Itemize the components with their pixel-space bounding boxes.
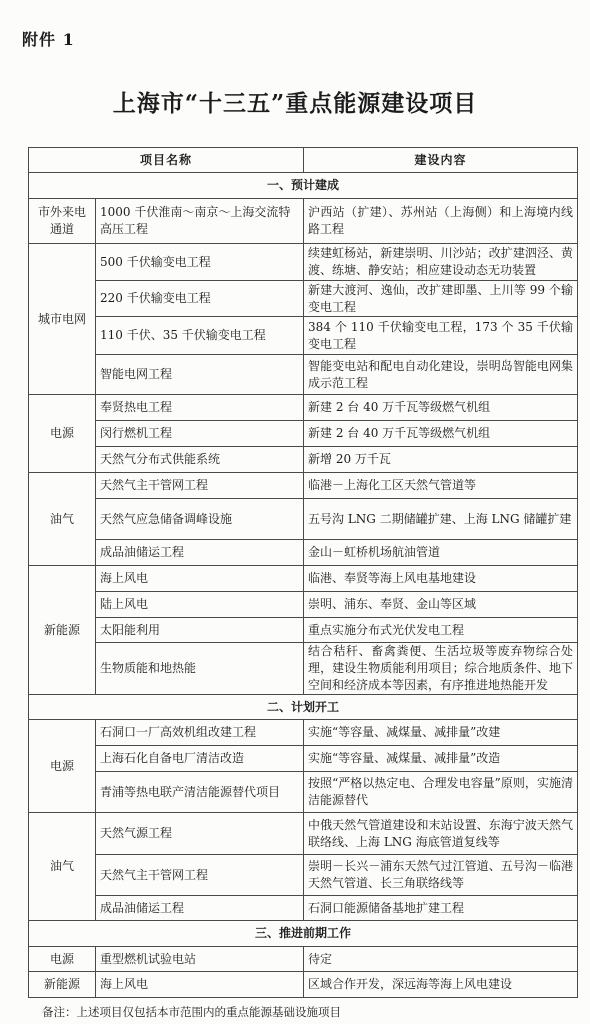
project-content-cell: 崇明－长兴－浦东天然气过江管道、五号沟－临港天然气管道、长三角联络线等	[304, 855, 578, 896]
category-cell: 油气	[29, 813, 96, 921]
project-name-cell: 陆上风电	[96, 592, 304, 618]
table-row	[29, 540, 578, 566]
project-content-cell: 新建 2 台 40 万千瓦等级燃气机组	[304, 395, 578, 421]
table-row	[29, 473, 578, 499]
table-row	[29, 447, 578, 473]
category-cell: 电源	[29, 947, 96, 972]
project-content-cell: 沪西站（扩建）、苏州站（上海侧）和上海境内线路工程	[304, 199, 578, 244]
project-name-cell: 220 千伏输变电工程	[96, 281, 304, 317]
col-header-content: 建设内容	[304, 148, 578, 173]
project-name-cell: 生物质能和地热能	[96, 643, 304, 695]
project-content-cell: 临港－上海化工区天然气管道等	[304, 473, 578, 499]
project-content-cell: 实施“等容量、减煤量、减排量”改建	[304, 720, 578, 746]
category-cell: 城市电网	[29, 244, 96, 395]
section-title: 一、预计建成	[29, 173, 578, 199]
project-content-cell: 五号沟 LNG 二期储罐扩建、上海 LNG 储罐扩建	[304, 499, 578, 540]
table-row	[29, 281, 578, 317]
table-row	[29, 199, 578, 244]
project-name-cell: 太阳能利用	[96, 618, 304, 643]
project-name-cell: 110 千伏、35 千伏输变电工程	[96, 317, 304, 355]
table-row	[29, 592, 578, 618]
project-name-cell: 天然气主干管网工程	[96, 855, 304, 896]
project-name-cell: 1000 千伏淮南～南京～上海交流特高压工程	[96, 199, 304, 244]
section-title: 三、推进前期工作	[29, 921, 578, 947]
table-row	[29, 566, 578, 592]
project-content-cell: 石洞口能源储备基地扩建工程	[304, 896, 578, 921]
project-content-cell: 新建 2 台 40 万千瓦等级燃气机组	[304, 421, 578, 447]
project-content-cell: 384 个 110 千伏输变电工程，173 个 35 千伏输变电工程	[304, 317, 578, 355]
category-cell: 新能源	[29, 566, 96, 695]
table-row	[29, 772, 578, 813]
energy-projects-table	[28, 147, 578, 998]
project-name-cell: 500 千伏输变电工程	[96, 244, 304, 281]
attachment-label: 附件 1	[22, 30, 75, 49]
category-cell: 油气	[29, 473, 96, 566]
category-cell: 市外来电通道	[29, 199, 96, 244]
project-name-cell: 成品油储运工程	[96, 896, 304, 921]
col-header-project-name: 项目名称	[29, 148, 304, 173]
category-cell: 电源	[29, 395, 96, 473]
project-name-cell: 石洞口一厂高效机组改建工程	[96, 720, 304, 746]
project-content-cell: 续建虹杨站，新建崇明、川沙站；改扩建泗泾、黄渡、练塘、静安站；相应建设动态无功装置	[304, 244, 578, 281]
table-row	[29, 317, 578, 355]
table-row	[29, 395, 578, 421]
project-content-cell: 金山－虹桥机场航油管道	[304, 540, 578, 566]
project-content-cell: 智能变电站和配电自动化建设，崇明岛智能电网集成示范工程	[304, 355, 578, 395]
table-row	[29, 813, 578, 855]
section-row	[29, 173, 578, 199]
project-content-cell: 待定	[304, 947, 578, 972]
project-content-cell: 按照“严格以热定电、合理发电容量”原则，实施清洁能源替代	[304, 772, 578, 813]
table-row	[29, 499, 578, 540]
project-name-cell: 智能电网工程	[96, 355, 304, 395]
project-name-cell: 天然气源工程	[96, 813, 304, 855]
project-content-cell: 实施“等容量、减煤量、减排量”改造	[304, 746, 578, 772]
table-row	[29, 896, 578, 921]
project-name-cell: 青浦等热电联产清洁能源替代项目	[96, 772, 304, 813]
table-row	[29, 855, 578, 896]
project-name-cell: 闵行燃机工程	[96, 421, 304, 447]
category-cell: 新能源	[29, 972, 96, 998]
project-name-cell: 奉贤热电工程	[96, 395, 304, 421]
project-content-cell: 新建大渡河、逸仙，改扩建即墨、上川等 99 个输变电工程	[304, 281, 578, 317]
project-name-cell: 天然气应急储备调峰设施	[96, 499, 304, 540]
table-row	[29, 618, 578, 643]
section-row	[29, 695, 578, 720]
table-row	[29, 720, 578, 746]
project-name-cell: 海上风电	[96, 566, 304, 592]
footnote: 备注：上述项目仅包括本市范围内的重点能源基础设施项目	[42, 1005, 341, 1019]
project-name-cell: 天然气主干管网工程	[96, 473, 304, 499]
project-name-cell: 上海石化自备电厂清洁改造	[96, 746, 304, 772]
project-name-cell: 天然气分布式供能系统	[96, 447, 304, 473]
document-title: 上海市“十三五”重点能源建设项目	[112, 90, 478, 117]
table-row	[29, 972, 578, 998]
project-content-cell: 新增 20 万千瓦	[304, 447, 578, 473]
category-cell: 电源	[29, 720, 96, 813]
project-content-cell: 崇明、浦东、奉贤、金山等区域	[304, 592, 578, 618]
project-content-cell: 中俄天然气管道建设和末站设置、东海宁波天然气联络线、上海 LNG 海底管道复线等	[304, 813, 578, 855]
table-row	[29, 746, 578, 772]
table-row	[29, 947, 578, 972]
project-content-cell: 重点实施分布式光伏发电工程	[304, 618, 578, 643]
project-name-cell: 成品油储运工程	[96, 540, 304, 566]
table-row	[29, 421, 578, 447]
project-content-cell: 临港、奉贤等海上风电基地建设	[304, 566, 578, 592]
section-row	[29, 921, 578, 947]
table-row	[29, 244, 578, 281]
table-header-row	[29, 148, 578, 173]
project-name-cell: 重型燃机试验电站	[96, 947, 304, 972]
project-name-cell: 海上风电	[96, 972, 304, 998]
section-title: 二、计划开工	[29, 695, 578, 720]
project-content-cell: 区域合作开发，深远海等海上风电建设	[304, 972, 578, 998]
table-row	[29, 643, 578, 695]
table-row	[29, 355, 578, 395]
project-content-cell: 结合秸秆、畜禽粪便、生活垃圾等废弃物综合处理，建设生物质能利用项目；综合地质条件、地下空间和经济成本等因素，有序推进地热能开发	[304, 643, 578, 695]
